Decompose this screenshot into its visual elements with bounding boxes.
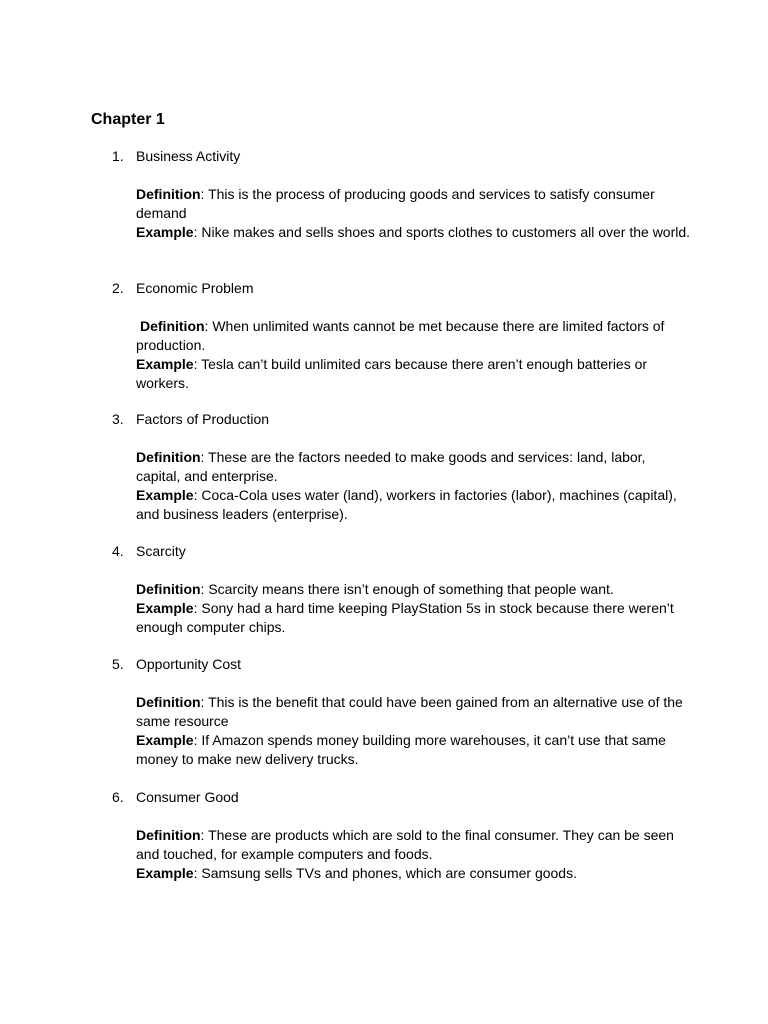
- definition-line: [136, 448, 692, 486]
- example-line: [136, 355, 692, 393]
- example-label: Example: [136, 224, 194, 240]
- example-label: Example: [136, 732, 194, 748]
- example-text: : Coca-Cola uses water (land), workers in factories (labor), machines (capital), and business leaders (enterprise).: [136, 487, 677, 522]
- list-item-heading: [112, 279, 692, 298]
- example-text: : Tesla can’t build unlimited cars because there aren’t enough batteries or workers.: [136, 356, 648, 391]
- definition-text: : This is the process of producing goods and services to satisfy consumer demand: [136, 186, 655, 221]
- definition-line: [136, 826, 692, 864]
- list-item-title: Scarcity: [136, 543, 186, 559]
- list-item-title: Business Activity: [136, 148, 241, 164]
- list-item-heading: [112, 655, 692, 674]
- list-item-number: 4.: [112, 543, 124, 559]
- definition-line: [136, 317, 692, 355]
- list-item-title: Economic Problem: [136, 280, 254, 296]
- list-item-title: Consumer Good: [136, 789, 239, 805]
- definition-label: Definition: [140, 318, 205, 334]
- example-label: Example: [136, 600, 194, 616]
- definition-text: : This is the benefit that could have been gained from an alternative use of the same resource: [136, 694, 683, 729]
- list-item-body: [136, 693, 692, 769]
- list-item: [112, 788, 692, 883]
- list-item-heading: [112, 788, 692, 807]
- list-item-body: [136, 317, 692, 393]
- list-item-title: Factors of Production: [136, 411, 270, 427]
- list-item-body: [136, 185, 692, 242]
- list-item-body: [136, 826, 692, 883]
- list-item: [112, 655, 692, 769]
- chapter-title: Chapter 1: [91, 111, 165, 128]
- list-item-number: 2.: [112, 280, 124, 296]
- example-label: Example: [136, 487, 194, 503]
- definition-label: Definition: [136, 827, 201, 843]
- example-label: Example: [136, 356, 194, 372]
- list-item: [112, 542, 692, 637]
- list-item-heading: [112, 542, 692, 561]
- list-item-body: [136, 580, 692, 637]
- definition-label: Definition: [136, 694, 201, 710]
- list-item-number: 3.: [112, 411, 124, 427]
- list-item: [112, 279, 692, 393]
- example-text: : If Amazon spends money building more warehouses, it can’t use that same money to make new delivery trucks.: [136, 732, 666, 767]
- definition-label: Definition: [136, 449, 201, 465]
- definition-text: : These are the factors needed to make goods and services: land, labor, capital, and enterprise.: [136, 449, 646, 484]
- definition-label: Definition: [136, 186, 201, 202]
- definition-text: : Scarcity means there isn’t enough of something that people want.: [200, 581, 614, 597]
- list-item: [112, 410, 692, 524]
- list-item-number: 6.: [112, 789, 124, 805]
- example-line: [136, 223, 692, 242]
- list-item-number: 1.: [112, 148, 124, 164]
- list-item-body: [136, 448, 692, 524]
- example-text: : Samsung sells TVs and phones, which are consumer goods.: [193, 865, 577, 881]
- list-item-number: 5.: [112, 656, 124, 672]
- definition-line: [136, 580, 692, 599]
- definition-text: : These are products which are sold to the final consumer. They can be seen and touched, for example computers and foods.: [136, 827, 674, 862]
- example-label: Example: [136, 865, 194, 881]
- list-item: [112, 147, 692, 242]
- list-item-heading: [112, 147, 692, 166]
- list-item-title: Opportunity Cost: [136, 656, 242, 672]
- example-text: : Sony had a hard time keeping PlayStation 5s in stock because there weren’t enough computer chips.: [136, 600, 674, 635]
- example-line: [136, 864, 692, 883]
- definition-line: [136, 693, 692, 731]
- list-item-heading: [112, 410, 692, 429]
- example-text: : Nike makes and sells shoes and sports clothes to customers all over the world.: [193, 224, 691, 240]
- definition-label: Definition: [136, 581, 201, 597]
- example-line: [136, 599, 692, 637]
- example-line: [136, 486, 692, 524]
- definition-line: [136, 185, 692, 223]
- example-line: [136, 731, 692, 769]
- definition-text: : When unlimited wants cannot be met because there are limited factors of production.: [136, 318, 665, 353]
